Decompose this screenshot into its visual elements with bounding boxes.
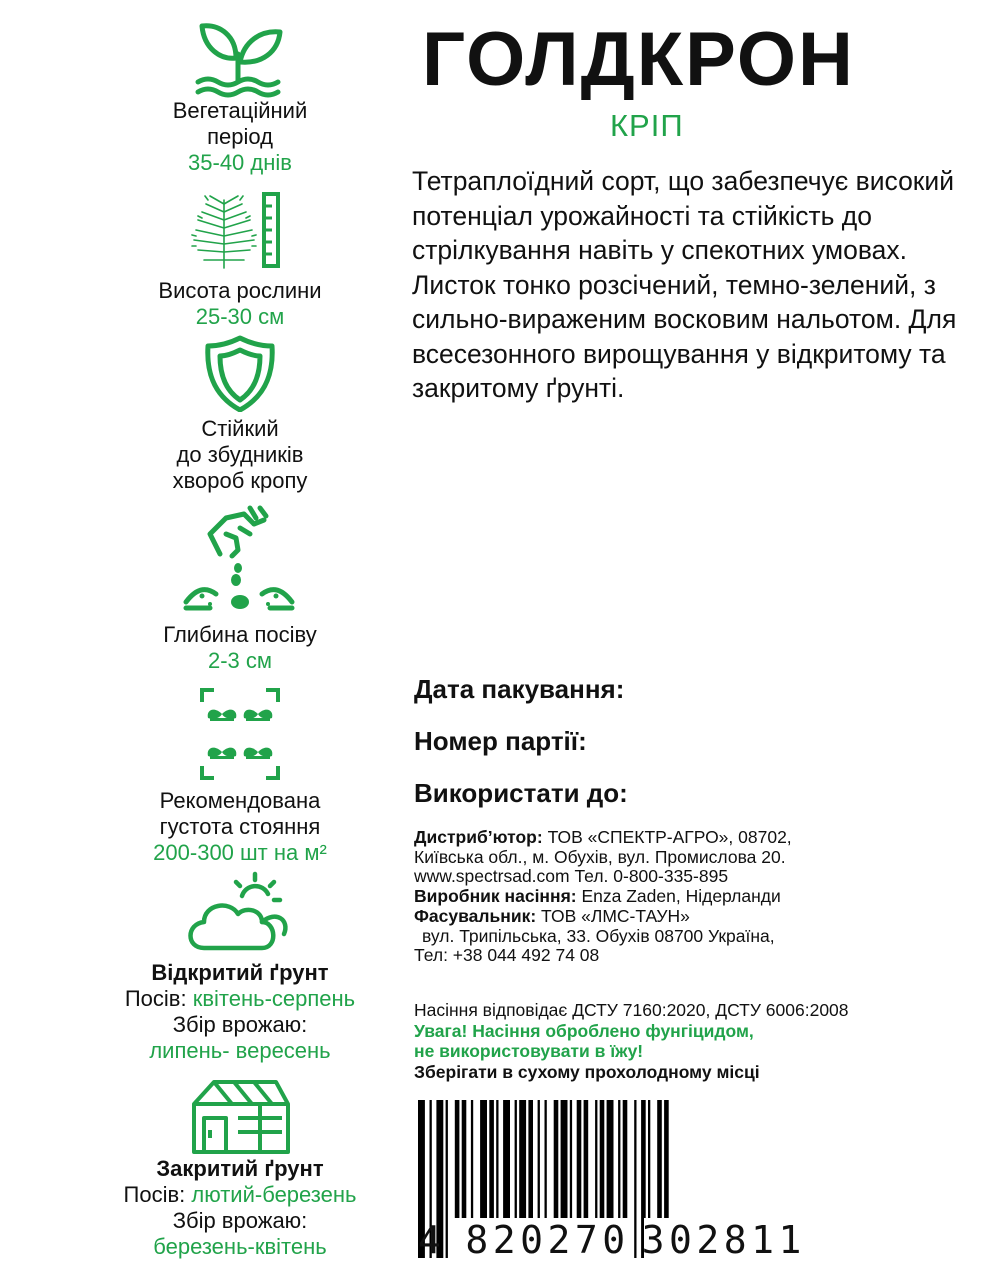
barcode-digit-first: 4	[418, 1218, 446, 1262]
height-value: 25-30 см	[195, 304, 285, 329]
open-ground-title: Відкритий ґрунт	[151, 960, 329, 985]
spec-height	[80, 190, 400, 330]
product-description: Тетраплоїдний сорт, що забезпечує високий потенціал урожайності та стійкість до стрілкування навіть у спекотних умовах. Листок тонко розсічений, темно-зелений, з сильно-вираженим восковим нальотом. Для всесезонного вирощування у відкритому та закритому ґрунті.	[412, 166, 957, 403]
producer-label: Виробник насіння:	[414, 886, 577, 907]
distributor-address: Київська обл., м. Обухів, вул. Промислова 20.	[414, 846, 786, 867]
warning-line-2: не використовувати в їжу!	[414, 1041, 644, 1061]
shield-icon	[180, 334, 300, 412]
sun-cloud-icon	[180, 870, 300, 956]
open-ground-sowing-label: Посів:	[124, 986, 193, 1011]
resistance-line-1: Стійкий	[201, 416, 279, 441]
spec-depth	[80, 504, 400, 674]
pack-date-field: Дата пакування:	[414, 674, 625, 704]
depth-label: Глибина посіву	[163, 622, 317, 647]
open-ground-sowing-value: квітень-серпень	[192, 986, 356, 1011]
density-label-1: Рекомендована	[159, 788, 321, 813]
producer-text: Enza Zaden, Нідерланди	[576, 886, 781, 907]
spec-closed-ground	[80, 1074, 400, 1260]
open-ground-harvest-label: Збір врожаю:	[172, 1012, 308, 1037]
spec-density	[80, 688, 400, 866]
barcode-group-2: 302811	[641, 1218, 806, 1262]
company-info	[414, 828, 974, 966]
warning-line-1: Увага! Насіння оброблено фунгіцидом,	[414, 1020, 754, 1041]
dill-ruler-icon	[180, 190, 300, 270]
notice-block	[414, 1000, 974, 1082]
storage-note: Зберігати в сухому прохолодному місці	[414, 1061, 760, 1082]
vegetation-label-1: Вегетаційний	[172, 98, 308, 123]
closed-ground-harvest-label: Збір врожаю:	[172, 1208, 308, 1233]
closed-ground-harvest-value: березень-квітень	[153, 1234, 327, 1259]
open-ground-sowing	[80, 986, 400, 1012]
spec-vegetation	[80, 18, 400, 176]
hand-sowing-icon	[180, 504, 300, 618]
packer-label: Фасувальник:	[414, 905, 537, 926]
batch-number-field: Номер партії:	[414, 726, 587, 756]
distributor-text: ТОВ «СПЕКТР-АГРО», 08702,	[542, 827, 792, 847]
resistance-line-3: хвороб кропу	[172, 468, 308, 493]
density-value: 200-300 шт на м²	[153, 840, 327, 865]
closed-ground-sowing-label: Посів:	[123, 1182, 192, 1207]
distributor-contacts: www.spectrsad.com Тел. 0-800-335-895	[414, 866, 729, 887]
depth-value: 2-3 см	[207, 648, 273, 673]
resistance-line-2: до збудників	[176, 442, 304, 467]
product-name: ГОЛДКРОН	[422, 17, 855, 102]
barcode-digits	[418, 1218, 806, 1262]
packer-address: вул. Трипільська, 33. Обухів 08700 Україна,	[422, 925, 775, 946]
use-by-field: Використати до:	[414, 778, 628, 808]
closed-ground-title: Закритий ґрунт	[156, 1156, 324, 1181]
closed-ground-sowing-value: лютий-березень	[191, 1182, 357, 1207]
vegetation-value: 35-40 днів	[188, 150, 292, 175]
density-label-2: густота стояння	[159, 814, 321, 839]
vegetation-label-2: період	[207, 124, 273, 149]
closed-ground-sowing	[80, 1182, 400, 1208]
distributor-label: Дистриб’ютор:	[414, 827, 543, 847]
barcode-group-1: 820270	[465, 1218, 630, 1262]
spec-open-ground	[80, 870, 400, 1064]
crop-name: КРІП	[610, 108, 684, 143]
open-ground-harvest-value: липень- вересень	[149, 1038, 331, 1063]
packer-text: ТОВ «ЛМС-ТАУН»	[536, 905, 690, 926]
plant-spacing-icon	[180, 688, 300, 780]
plant-spacing-dots	[208, 710, 273, 759]
height-label: Висота рослини	[158, 278, 322, 303]
sprout-icon	[180, 18, 300, 98]
spec-resistance	[80, 334, 400, 494]
greenhouse-icon	[180, 1074, 300, 1154]
standard-note: Насіння відповідає ДСТУ 7160:2020, ДСТУ 6006:2008	[414, 1000, 849, 1020]
packer-phone: Тел: +38 044 492 74 08	[414, 945, 600, 966]
